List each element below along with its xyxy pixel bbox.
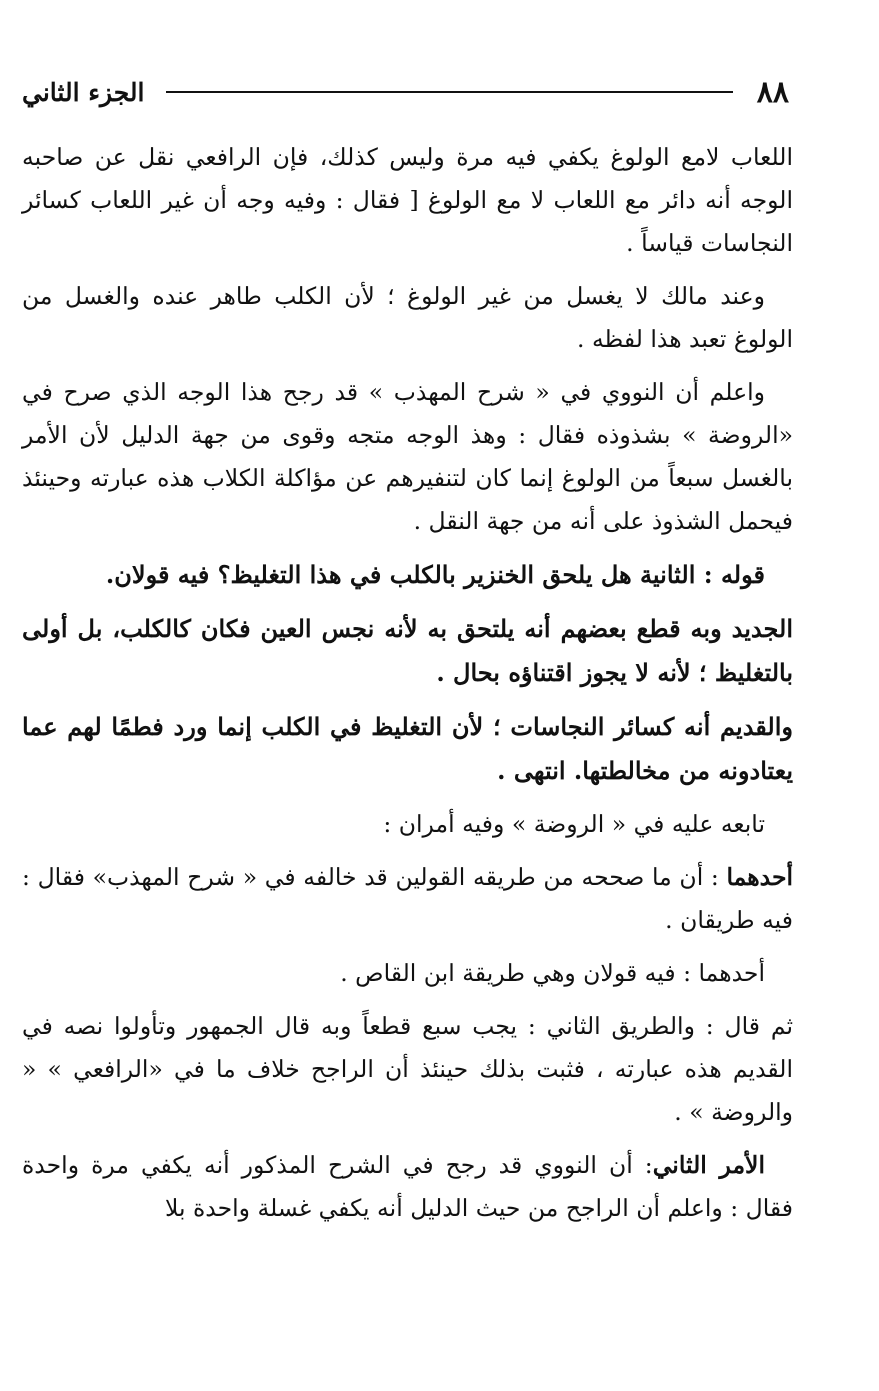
paragraph-8	[22, 856, 793, 942]
paragraph-text: الجديد وبه قطع بعضهم أنه يلتحق به لأنه نجس العين فكان كالكلب، بل أولى بالتغليظ ؛ لأنه لا يجوز اقتناؤه بحال .	[22, 614, 793, 687]
paragraph-text: تابعه عليه في « الروضة » وفيه أمران :	[383, 810, 765, 838]
paragraph-11	[22, 1144, 793, 1230]
paragraph-10	[22, 1005, 793, 1134]
paragraph-6-quote	[22, 705, 793, 793]
paragraph-7	[22, 803, 793, 846]
paragraph-text: والقديم أنه كسائر النجاسات ؛ لأن التغليظ في الكلب إنما ورد فطمًا لهم عما يعتادونه من مخالطتها. انتهى .	[22, 712, 793, 785]
page-number: ٨٨	[756, 74, 789, 110]
paragraph-lead: الأمر الثاني	[652, 1151, 765, 1179]
header-rule	[166, 91, 732, 93]
paragraph-text: اللعاب لامع الولوغ يكفي فيه مرة وليس كذلك، فإن الرافعي نقل عن صاحبه الوجه أنه دائر مع اللعاب لا مع الولوغ [ فقال : وفيه وجه أن غير اللعاب كسائر النجاسات قياساً .	[22, 143, 793, 257]
paragraph-4-quote	[22, 553, 793, 597]
paragraph-text: واعلم أن النووي في « شرح المهذب » قد رجح هذا الوجه الذي صرح في «الروضة » بشذوذه فقال : وهذ الوجه متجه وقوى من جهة الدليل لأن الأمر بالغسل سبعاً من الولوغ إنما كان لتنفيرهم عن مؤاكلة الكلاب هذه عبارته وحينئذ فيحمل الشذوذ على أنه من جهة النقل .	[22, 378, 793, 535]
page-body	[22, 136, 793, 1240]
running-title: الجزء الثاني	[22, 77, 145, 107]
paragraph-text: : أن النووي قد رجح في الشرح المذكور أنه يكفي مرة واحدة فقال : واعلم أن الراجح من حيث الدليل أنه يكفي غسلة واحدة بلا	[22, 1151, 793, 1222]
paragraph-9	[22, 952, 793, 995]
paragraph-text: ثم قال : والطريق الثاني : يجب سبع قطعاً وبه قال الجمهور وتأولوا نصه في القديم هذه عبارته ، فثبت بذلك حينئذ أن الراجح خلاف ما في «الرافعي » « والروضة » .	[22, 1012, 793, 1126]
paragraph-lead: أحدهما	[726, 863, 793, 891]
paragraph-3	[22, 371, 793, 543]
paragraph-text: : أن ما صححه من طريقه القولين قد خالفه في « شرح المهذب» فقال : فيه طريقان .	[22, 863, 793, 934]
paragraph-text: وعند مالك لا يغسل من غير الولوغ ؛ لأن الكلب طاهر عنده والغسل من الولوغ تعبد هذا لفظه .	[22, 282, 793, 353]
page-header	[22, 72, 789, 112]
paragraph-text: قوله : الثانية هل يلحق الخنزير بالكلب في هذا التغليظ؟ فيه قولان.	[105, 560, 765, 589]
paragraph-2	[22, 275, 793, 361]
paragraph-text: أحدهما : فيه قولان وهي طريقة ابن القاص .	[340, 959, 765, 987]
paragraph-5-quote	[22, 607, 793, 695]
paragraph-1	[22, 136, 793, 265]
